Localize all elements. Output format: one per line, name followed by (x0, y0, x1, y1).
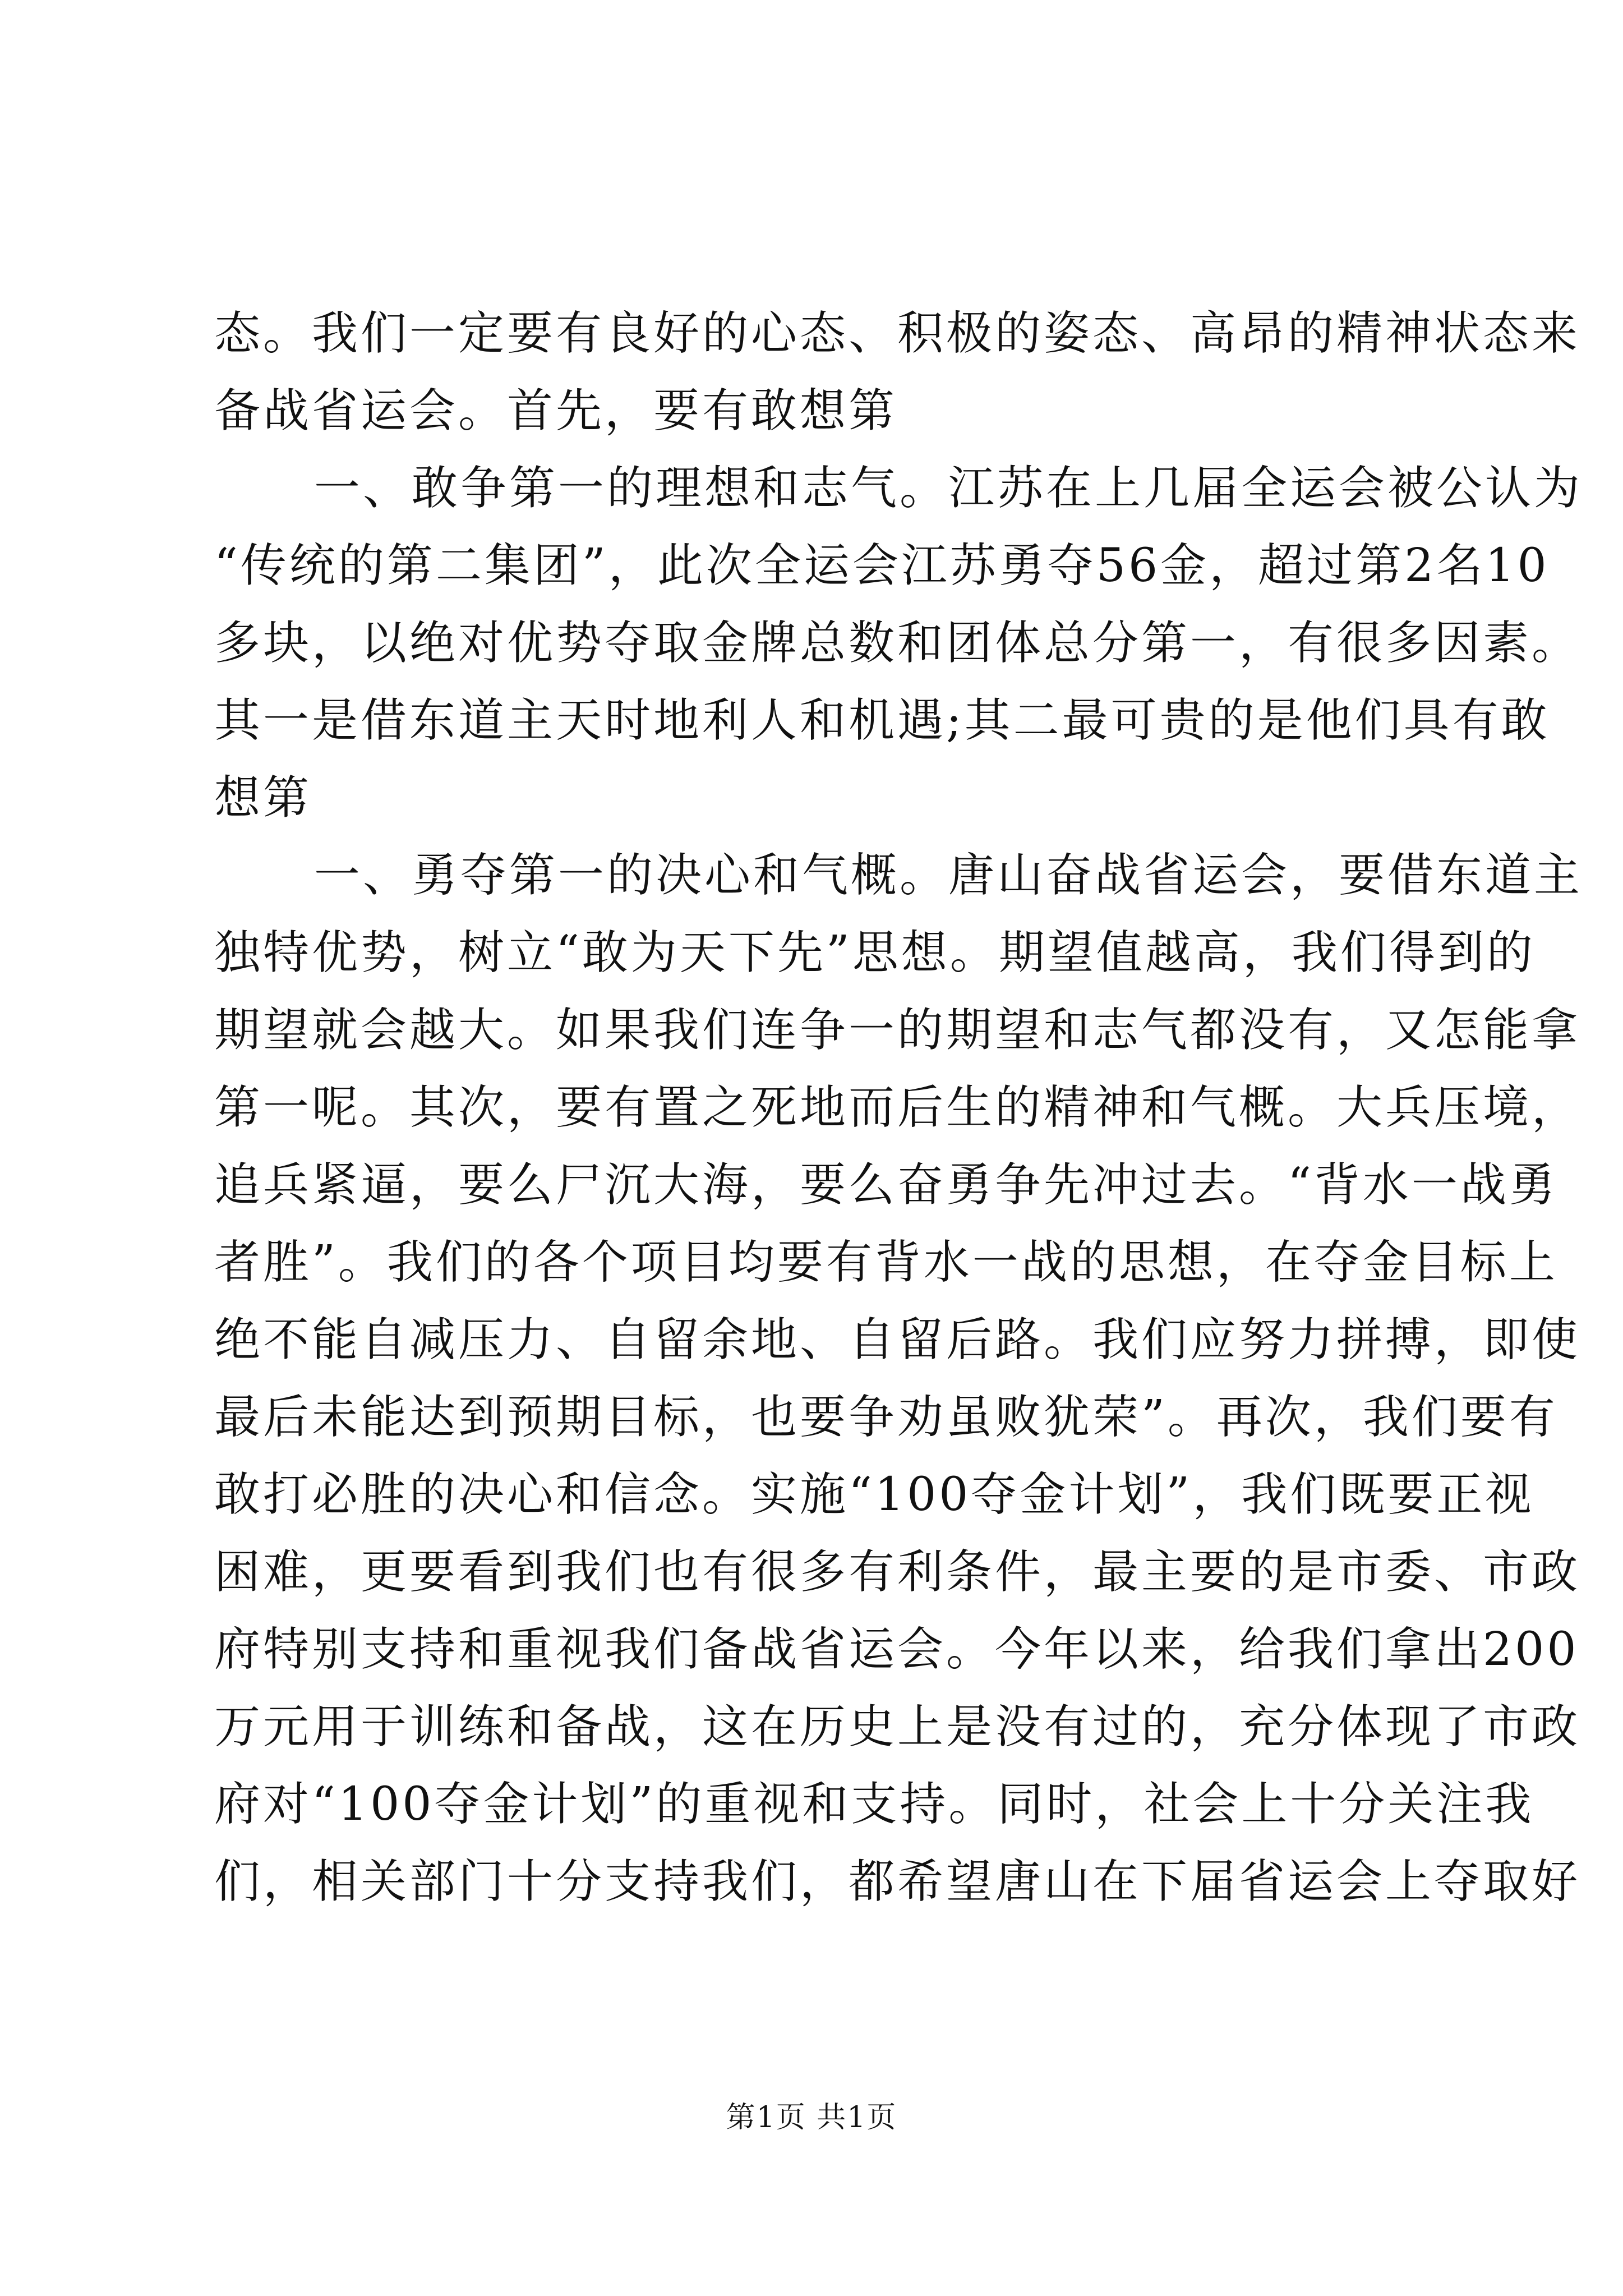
document-body (214, 295, 1583, 1921)
paragraph-start-line: 一、敢争第一的理想和志气。江苏在上几届全运会被公认为 (314, 462, 1583, 515)
text-line: 最后未能达到预期目标，也要争劝虽败犹荣”。再次，我们要有 (214, 1391, 1558, 1444)
text-line: 多块，以绝对优势夺取金牌总数和团体总分第一，有很多因素。 (214, 616, 1581, 670)
text-line: 态。我们一定要有良好的心态、积极的姿态、高昂的精神状态来 (214, 307, 1581, 360)
text-line: 府特别支持和重视我们备战省运会。今年以来，给我们拿出200 (214, 1623, 1579, 1676)
text-line: 万元用于训练和备战，这在历史上是没有过的，充分体现了市政 (214, 1700, 1581, 1754)
text-line: 想第 (214, 771, 312, 825)
text-line: “传统的第二集团”，此次全运会江苏勇夺56金，超过第2名10 (214, 539, 1550, 592)
text-line: 困难，更要看到我们也有很多有利条件，最主要的是市委、市政 (214, 1545, 1581, 1599)
text-line: 们，相关部门十分支持我们，都希望唐山在下届省运会上夺取好 (214, 1855, 1581, 1908)
text-line: 府对“100夺金计划”的重视和支持。同时，社会上十分关注我 (214, 1778, 1534, 1831)
text-line: 第一呢。其次，要有置之死地而后生的精神和气概。大兵压境， (214, 1081, 1581, 1134)
text-line: 敢打必胜的决心和信念。实施“100夺金计划”，我们既要正视 (214, 1468, 1534, 1521)
text-line: 绝不能自减压力、自留余地、自留后路。我们应努力拼搏，即使 (214, 1313, 1581, 1366)
page-footer: 第1页 共1页 (726, 2101, 897, 2134)
text-line: 其一是借东道主天时地利人和机遇;其二最可贵的是他们具有敢 (214, 694, 1550, 747)
text-line: 独特优势，树立“敢为天下先”思想。期望值越高，我们得到的 (214, 926, 1536, 979)
text-line: 期望就会越大。如果我们连争一的期望和志气都没有，又怎能拿 (214, 1004, 1581, 1057)
text-line: 追兵紧逼，要么尸沉大海，要么奋勇争先冲过去。“背水一战勇 (214, 1158, 1558, 1212)
paragraph-start-line: 一、勇夺第一的决心和气概。唐山奋战省运会，要借东道主 (314, 849, 1583, 902)
text-line: 备战省运会。首先，要有敢想第 (214, 384, 898, 438)
text-line: 者胜”。我们的各个项目均要有背水一战的思想，在夺金目标上 (214, 1236, 1558, 1289)
